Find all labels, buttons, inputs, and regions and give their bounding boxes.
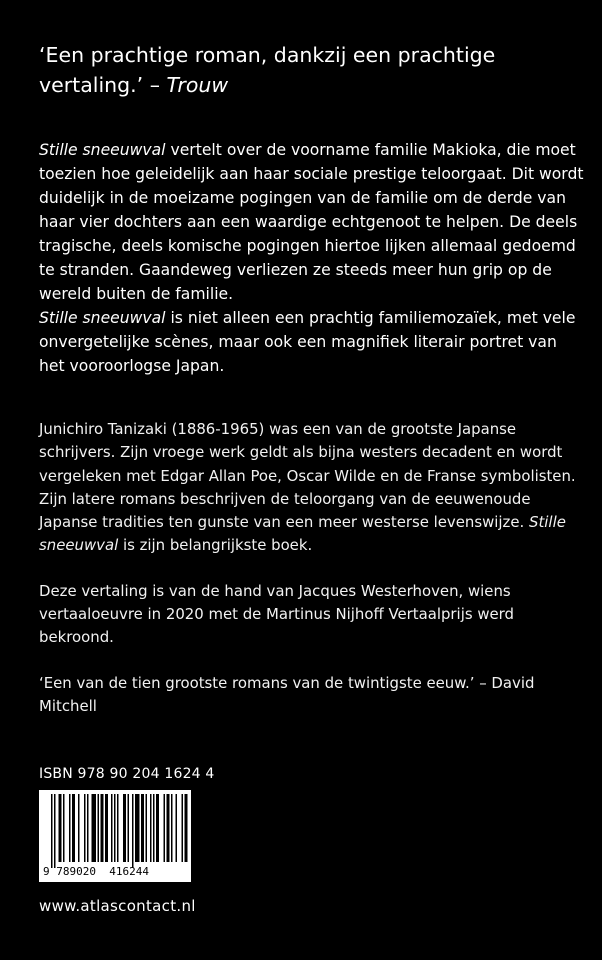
barcode-bar (146, 794, 148, 862)
author-bio-tail: is zijn belangrijkste boek. (118, 536, 313, 555)
blurb-text-1: vertelt over de voorname familie Makioka, die moet toezien hoe geleidelijk aan haar sociale prestige teloorgaat. Dit wordt duidelijk in de moeizame pogingen van de familie om de derde van haar vier dochters aan een waardige echtgenoot te helpen. De deels tragische, deels komische pogingen hiertoe lijken allemaal gedoemd te stranden. Gaandeweg verliezen ze steeds meer hun grip op de wereld buiten de familie. (39, 141, 584, 303)
barcode-bar (59, 794, 62, 862)
barcode-bar (54, 794, 56, 868)
blurb-paragraph-2 (39, 306, 584, 378)
barcode-bar (185, 794, 188, 862)
barcode-bar (182, 794, 184, 862)
barcode-bar (156, 794, 159, 862)
barcode-bar (164, 794, 166, 862)
barcode-bar (101, 794, 104, 862)
barcode-bar (114, 794, 116, 862)
barcode (39, 790, 191, 882)
barcode-bar (84, 794, 86, 862)
barcode-bar (98, 794, 100, 862)
barcode-digits: 9 789020 416244 (43, 865, 149, 878)
publisher-url: www.atlascontact.nl (39, 897, 196, 915)
barcode-bar (105, 794, 108, 862)
barcode-bar (51, 794, 53, 868)
top-quote (39, 40, 579, 100)
barcode-bar (176, 794, 178, 862)
barcode-bar (123, 794, 126, 862)
barcode-bars (39, 790, 191, 870)
author-bio-title: Stille sneeuwval (39, 513, 566, 555)
blurb-title-1: Stille sneeuwval (39, 141, 166, 159)
blurb-title-2: Stille sneeuwval (39, 309, 166, 327)
barcode-bar (117, 794, 119, 862)
barcode-bar (141, 794, 144, 862)
translator-note: Deze vertaling is van de hand van Jacques Westerhoven, wiens vertaaloeuvre in 2020 met de Martinus Nijhoff Vertaalprijs werd bekroond. (39, 581, 514, 647)
top-quote-text: ‘Een prachtige roman, dankzij een prachtige vertaling.’ – (39, 43, 496, 97)
barcode-bar (135, 794, 140, 862)
barcode-bar (132, 794, 134, 868)
barcode-bar (78, 794, 80, 862)
barcode-bar (63, 794, 65, 862)
barcode-bar (128, 794, 130, 862)
book-blurb (39, 138, 584, 378)
blurb-paragraph-1 (39, 138, 584, 306)
mitchell-quote: ‘Een van de tien grootste romans van de twintigste eeuw.’ – David Mitchell (39, 673, 535, 715)
barcode-bar (171, 794, 173, 862)
top-quote-source: Trouw (166, 73, 229, 97)
author-bio-text: Junichiro Tanizaki (1886-1965) was een van de grootste Japanse schrijvers. Zijn vroege werk geldt als bijna westers decadent en wordt vergeleken met Edgar Allan Poe, Oscar Wilde en de Franse symbolisten. Zijn latere romans beschrijven de teloorgang van de eeuwenoude Japanse tradities ten gunste van een meer westerse levenswijze. (39, 420, 576, 532)
barcode-bar (111, 794, 113, 862)
barcode-bar (150, 794, 152, 862)
barcode-bar (72, 794, 75, 862)
barcode-bar (92, 794, 97, 862)
barcode-bar (87, 794, 89, 862)
barcode-bar (153, 794, 155, 862)
barcode-bar (69, 794, 71, 862)
blurb-text-2: is niet alleen een prachtig familiemozaïek, met vele onvergetelijke scènes, maar ook een magnifiek literair portret van het vooroorlogse Japan. (39, 309, 576, 375)
isbn-label: ISBN 978 90 204 1624 4 (39, 766, 215, 782)
author-bio (39, 418, 584, 558)
barcode-bar (167, 794, 170, 862)
author-section (39, 418, 584, 740)
